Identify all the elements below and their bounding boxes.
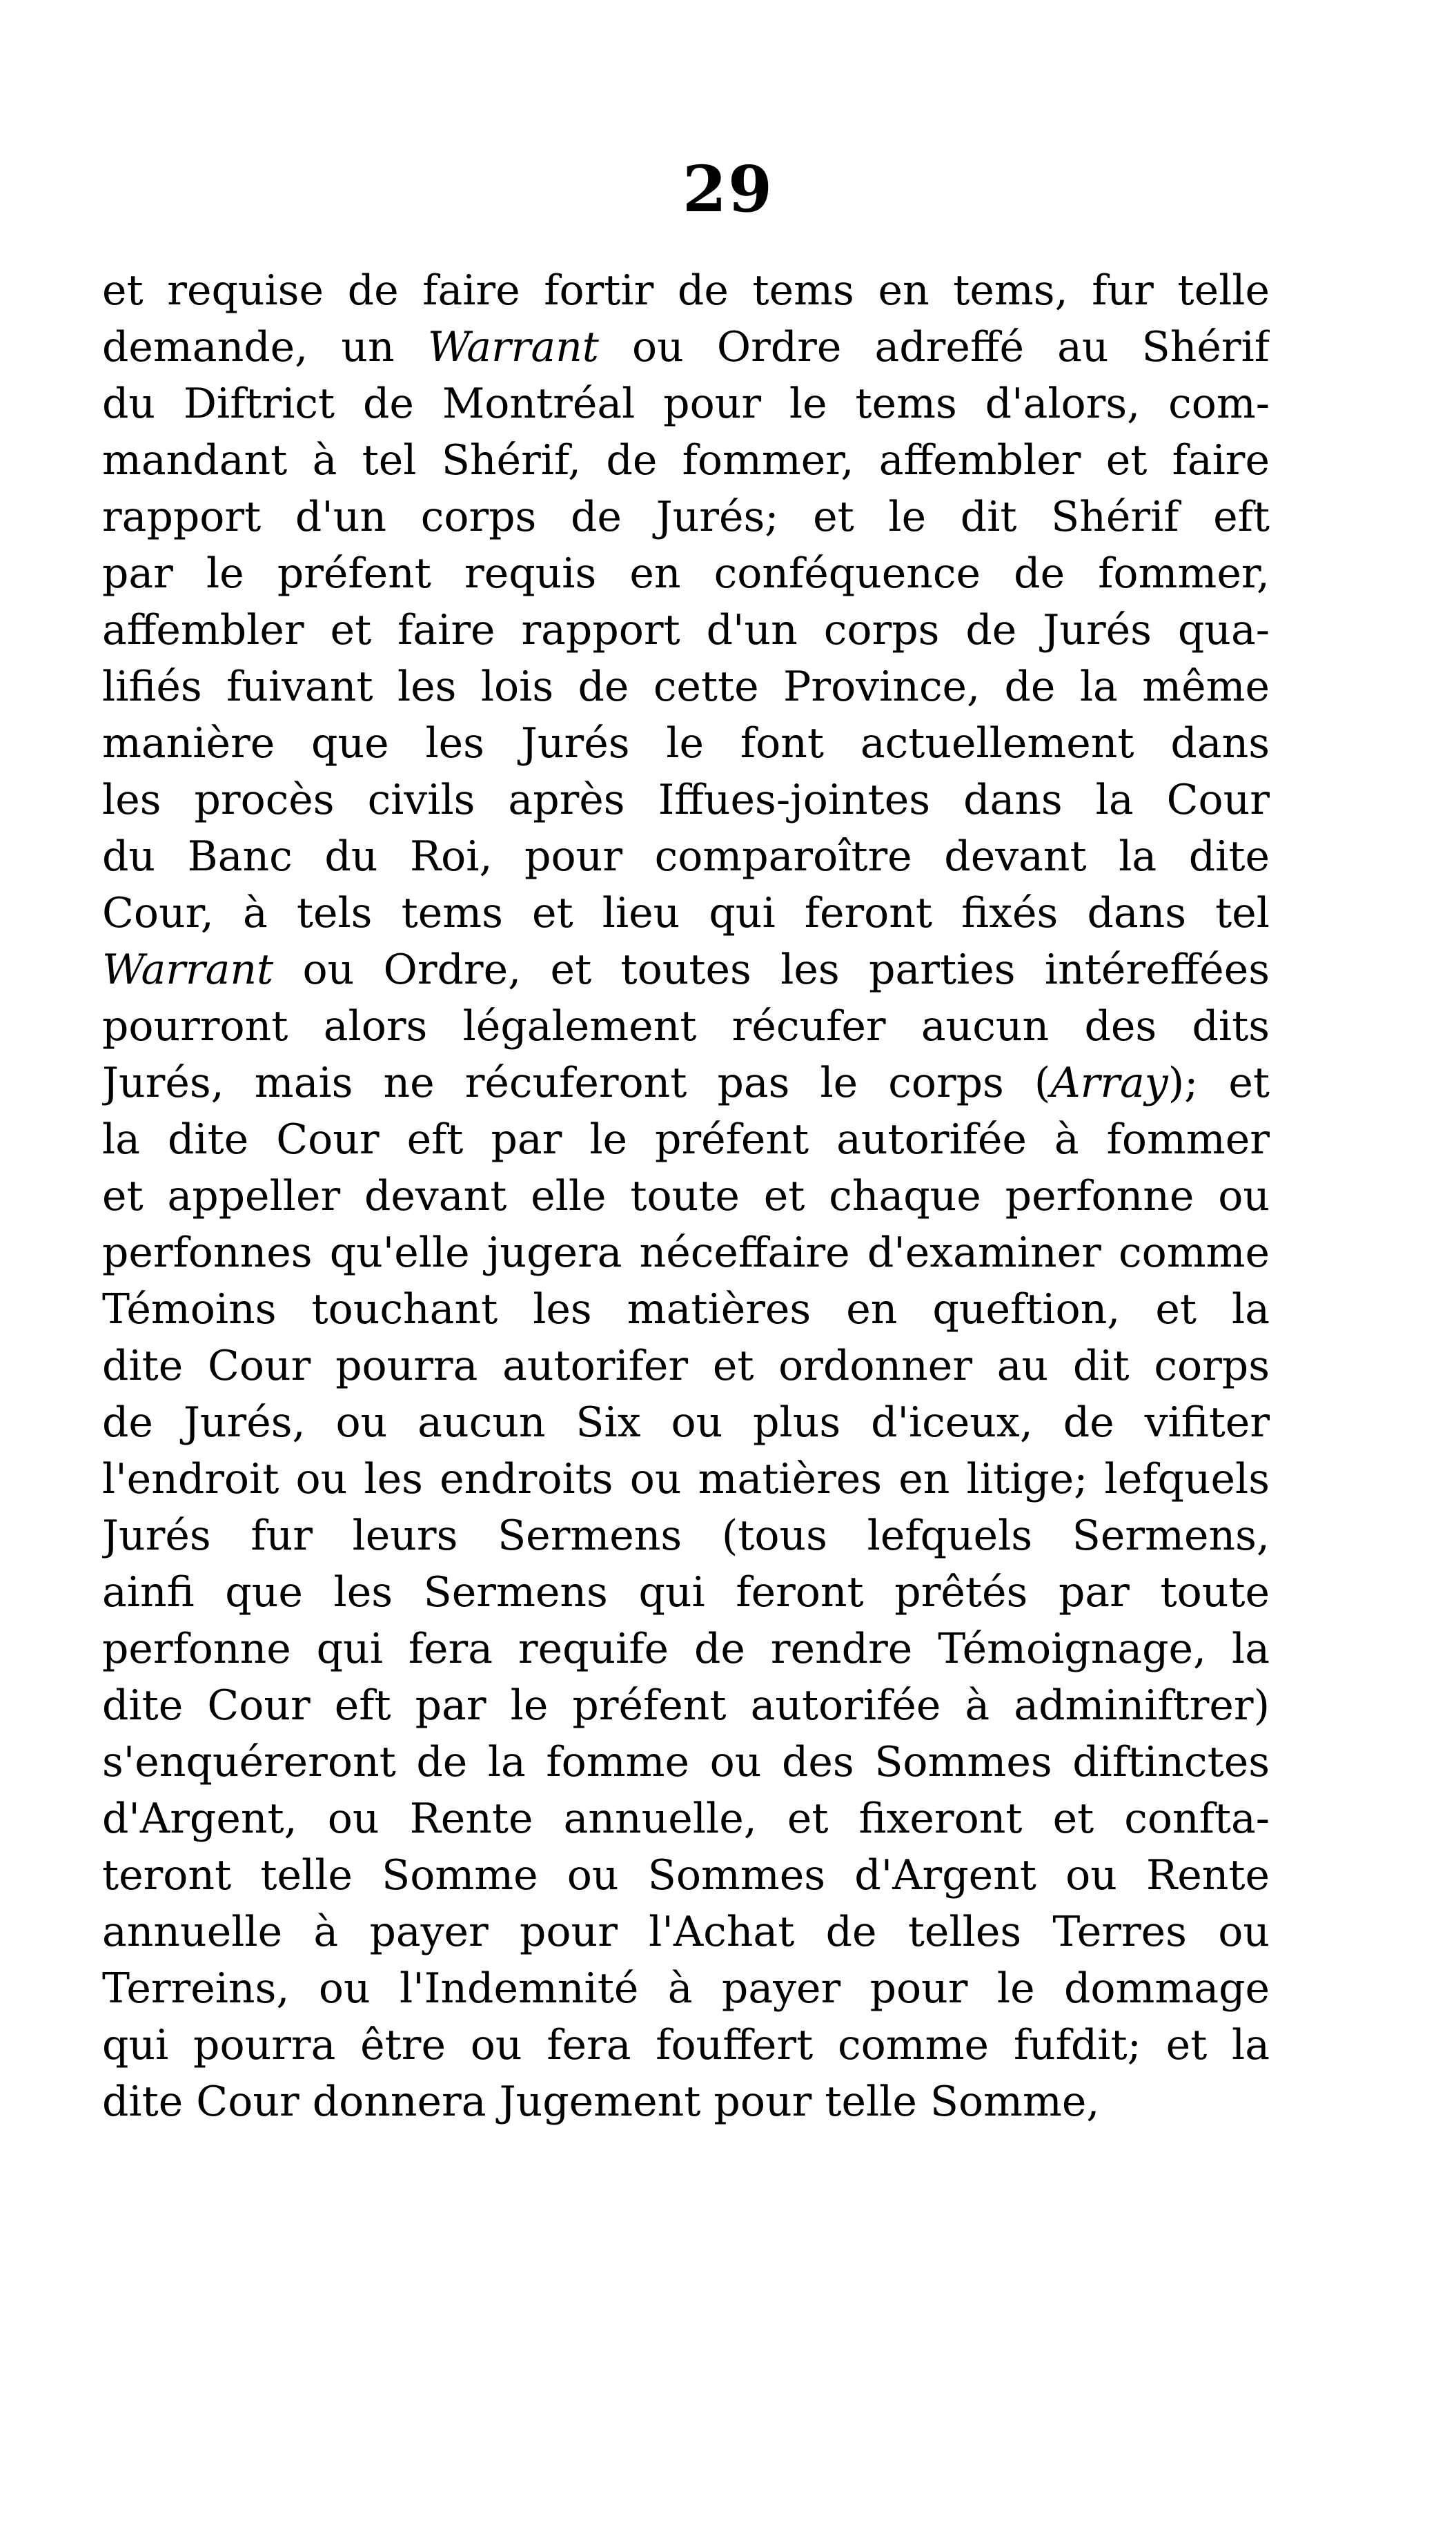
text-line: perfonne qui fera requife de rendre Témoignage, la xyxy=(102,1625,1270,1673)
body-text xyxy=(102,262,1270,2130)
text-line: mandant à tel Shérif, de fommer, affembler et faire xyxy=(102,436,1270,485)
text-line: et requise de faire fortir de tems en tems, fur telle xyxy=(102,266,1270,315)
text-line: Terreins, ou l'Indemnité à payer pour le dommage xyxy=(102,1964,1270,2013)
text-line: perfonnes qu'elle jugera néceffaire d'examiner comme xyxy=(102,1229,1270,1277)
text-line: ainfi que les Sermens qui feront prêtés par toute xyxy=(102,1568,1270,1617)
text-line: de Jurés, ou aucun Six ou plus d'iceux, de vifiter xyxy=(102,1398,1270,1447)
text-line: la dite Cour eft par le préfent autorifée à fommer xyxy=(102,1115,1270,1164)
page-number: 29 xyxy=(682,152,774,226)
text-line: s'enquéreront de la fomme ou des Sommes diftinctes xyxy=(102,1738,1270,1786)
text-line: qui pourra être ou fera fouffert comme fufdit; et la xyxy=(102,2021,1270,2069)
text-line: Jurés fur leurs Sermens (tous lefquels Sermens, xyxy=(102,1512,1270,1560)
text-line: Warrant ou Ordre, et toutes les parties intéreffées xyxy=(102,946,1270,994)
text-line: manière que les Jurés le font actuellement dans xyxy=(102,719,1270,768)
text-line: annuelle à payer pour l'Achat de telles Terres ou xyxy=(102,1908,1270,1956)
text-line: l'endroit ou les endroits ou matières en litige; lefquels xyxy=(102,1455,1270,1503)
text-line: par le préfent requis en conféquence de fommer, xyxy=(102,549,1270,598)
text-line: d'Argent, ou Rente annuelle, et fixeront et confta- xyxy=(102,1795,1270,1843)
text-line: affembler et faire rapport d'un corps de Jurés qua- xyxy=(102,606,1270,654)
text-line: demande, un Warrant ou Ordre adreffé au Shérif xyxy=(102,323,1270,371)
text-line: du Banc du Roi, pour comparoître devant la dite xyxy=(102,832,1270,881)
text-line: lifiés fuivant les lois de cette Province, de la même xyxy=(102,663,1270,711)
text-line: Cour, à tels tems et lieu qui feront fixés dans tel xyxy=(102,889,1270,937)
text-line: dite Cour donnera Jugement pour telle Somme, xyxy=(102,2078,1100,2126)
text-line: rapport d'un corps de Jurés; et le dit Shérif eft xyxy=(102,493,1270,541)
text-line: Témoins touchant les matières en queftion, et la xyxy=(102,1285,1270,1334)
text-line: du Diftrict de Montréal pour le tems d'alors, com- xyxy=(102,380,1270,428)
text-line: dite Cour eft par le préfent autorifée à adminiftrer) xyxy=(102,1681,1270,1730)
text-line: et appeller devant elle toute et chaque perfonne ou xyxy=(102,1172,1270,1220)
text-line: dite Cour pourra autorifer et ordonner au dit corps xyxy=(102,1342,1270,1390)
text-line: les procès civils après Iffues-jointes dans la Cour xyxy=(102,776,1270,824)
text-line: teront telle Somme ou Sommes d'Argent ou Rente xyxy=(102,1851,1270,1900)
text-line: Jurés, mais ne récuferont pas le corps (Array); et xyxy=(102,1059,1270,1107)
text-line: pourront alors légalement récufer aucun des dits xyxy=(102,1002,1270,1051)
